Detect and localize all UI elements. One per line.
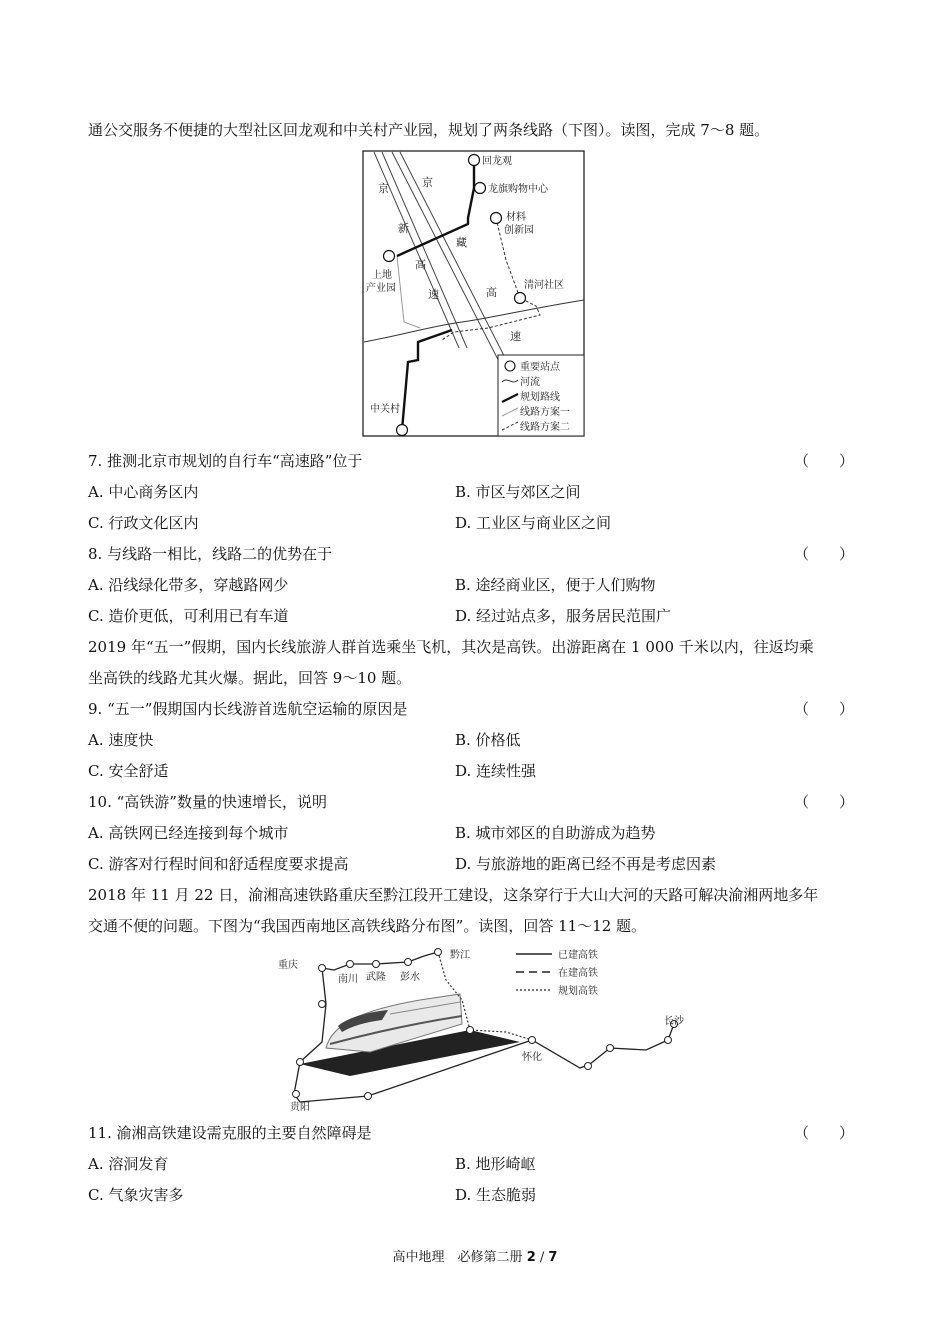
footer-title: 高中地理 必修第二册 bbox=[392, 1250, 523, 1265]
station-label: 创新园 bbox=[504, 225, 534, 236]
answer-blank: （ ） bbox=[794, 452, 855, 470]
station-marker bbox=[397, 425, 408, 436]
station-marker bbox=[475, 183, 486, 194]
city-marker bbox=[467, 1027, 474, 1034]
intro-9-10-line1: 2019 年“五一”假期，国内长线旅游人群首选乘坐飞机，其次是高铁。出游距离在 1 000 千米以内，往返均乘 bbox=[88, 638, 814, 656]
city-marker bbox=[365, 1093, 372, 1100]
intro-9-10-line2: 坐高铁的线路尤其火爆。据此，回答 9～10 题。 bbox=[88, 669, 412, 687]
station-marker bbox=[515, 293, 526, 304]
option-d: D. 生态脆弱 bbox=[455, 1186, 537, 1204]
option-a: A. 沿线绿化带多，穿越路网少 bbox=[88, 576, 289, 594]
option-b: B. 价格低 bbox=[455, 731, 521, 749]
city-marker bbox=[373, 961, 380, 968]
city-label: 重庆 bbox=[278, 960, 298, 971]
road-label: 速 bbox=[428, 288, 439, 301]
option-b: B. 地形崎岖 bbox=[455, 1155, 536, 1173]
city-label: 黔江 bbox=[450, 950, 470, 961]
station-label: 上地 bbox=[372, 270, 392, 281]
option-d: D. 工业区与商业区之间 bbox=[455, 514, 612, 532]
answer-blank: （ ） bbox=[794, 1124, 855, 1142]
option-d: D. 连续性强 bbox=[455, 762, 537, 780]
option-a: A. 中心商务区内 bbox=[88, 483, 199, 501]
page-footer bbox=[0, 1246, 950, 1265]
city-marker bbox=[607, 1045, 614, 1052]
intro-7-8: 通公交服务不便捷的大型社区回龙观和中关村产业园，规划了两条线路（下图）。读图，完成 7～8 题。 bbox=[88, 121, 770, 139]
intro-11-12-line1: 2018 年 11 月 22 日，渝湘高速铁路重庆至黔江段开工建设，这条穿行于大山大河的天路可解决渝湘两地多年 bbox=[88, 886, 819, 904]
question-9-stem: 9. “五一”假期国内长线游首选航空运输的原因是 bbox=[88, 700, 408, 718]
city-marker bbox=[347, 961, 354, 968]
station-label: 材料 bbox=[506, 212, 526, 223]
city-marker bbox=[585, 1063, 592, 1070]
high-speed-train-image bbox=[300, 994, 520, 1076]
legend-label: 河流 bbox=[520, 377, 540, 388]
option-c: C. 游客对行程时间和舒适程度要求提高 bbox=[88, 855, 349, 873]
station-label: 中关村 bbox=[370, 404, 400, 415]
legend-label: 重要站点 bbox=[520, 362, 560, 373]
city-marker bbox=[405, 959, 412, 966]
city-label: 彭水 bbox=[400, 972, 420, 983]
city-label: 贵阳 bbox=[290, 1102, 310, 1113]
road-label: 藏 bbox=[456, 236, 467, 249]
answer-blank: （ ） bbox=[794, 700, 855, 718]
station-label: 清河社区 bbox=[524, 280, 564, 291]
question-8-stem: 8. 与线路一相比，线路二的优势在于 bbox=[88, 545, 333, 563]
road-label: 高 bbox=[486, 286, 497, 299]
page-number: 2 bbox=[526, 1250, 536, 1265]
question-11-stem: 11. 渝湘高铁建设需克服的主要自然障碍是 bbox=[88, 1124, 372, 1142]
city-label: 南川 bbox=[338, 974, 358, 985]
option-b: B. 途经商业区，便于人们购物 bbox=[455, 576, 656, 594]
option-d: D. 与旅游地的距离已经不再是考虑因素 bbox=[455, 855, 717, 873]
option-a: A. 高铁网已经连接到每个城市 bbox=[88, 824, 289, 842]
legend-label: 已建高铁 bbox=[558, 950, 598, 961]
city-marker bbox=[529, 1037, 536, 1044]
beijing-bike-route-map bbox=[362, 150, 586, 438]
legend-label: 在建高铁 bbox=[558, 968, 598, 979]
option-c: C. 安全舒适 bbox=[88, 762, 169, 780]
answer-blank: （ ） bbox=[794, 793, 855, 811]
southwest-hsr-map bbox=[270, 944, 690, 1114]
option-d: D. 经过站点多，服务居民范围广 bbox=[455, 607, 672, 625]
city-marker bbox=[297, 1059, 304, 1066]
road-label: 京 bbox=[378, 182, 389, 195]
station-marker bbox=[491, 213, 502, 224]
page-separator: / bbox=[539, 1250, 545, 1265]
legend-label: 线路方案一 bbox=[520, 407, 570, 418]
option-c: C. 气象灾害多 bbox=[88, 1186, 184, 1204]
city-marker bbox=[293, 1091, 300, 1098]
option-c: C. 行政文化区内 bbox=[88, 514, 199, 532]
city-label: 长沙 bbox=[664, 1016, 684, 1027]
station-marker bbox=[469, 155, 480, 166]
option-c: C. 造价更低，可利用已有车道 bbox=[88, 607, 289, 625]
city-label: 武隆 bbox=[366, 972, 386, 983]
page-total: 7 bbox=[548, 1250, 558, 1265]
city-label: 怀化 bbox=[522, 1052, 542, 1063]
city-marker bbox=[319, 1001, 326, 1008]
city-marker bbox=[319, 965, 326, 972]
city-marker bbox=[665, 1037, 672, 1044]
city-marker bbox=[435, 949, 442, 956]
road-label: 速 bbox=[510, 330, 521, 343]
legend-label: 规划高铁 bbox=[558, 986, 598, 997]
legend-label: 规划路线 bbox=[520, 392, 560, 403]
road-label: 京 bbox=[422, 176, 433, 189]
station-label: 产业园 bbox=[366, 283, 396, 294]
road-label: 高 bbox=[415, 258, 426, 271]
option-b: B. 城市郊区的自助游成为趋势 bbox=[455, 824, 656, 842]
intro-11-12-line2: 交通不便的问题。下图为“我国西南地区高铁线路分布图”。读图，回答 11～12 题。 bbox=[88, 917, 647, 935]
road-label: 新 bbox=[398, 222, 409, 235]
legend-label: 线路方案二 bbox=[520, 422, 570, 433]
answer-blank: （ ） bbox=[794, 545, 855, 563]
station-marker bbox=[384, 251, 395, 262]
question-10-stem: 10. “高铁游”数量的快速增长，说明 bbox=[88, 793, 327, 811]
question-7-stem: 7. 推测北京市规划的自行车“高速路”位于 bbox=[88, 452, 363, 470]
option-a: A. 速度快 bbox=[88, 731, 154, 749]
station-label: 回龙观 bbox=[482, 156, 512, 167]
option-a: A. 溶洞发育 bbox=[88, 1155, 169, 1173]
station-label: 龙旗购物中心 bbox=[488, 184, 548, 195]
option-b: B. 市区与郊区之间 bbox=[455, 483, 581, 501]
